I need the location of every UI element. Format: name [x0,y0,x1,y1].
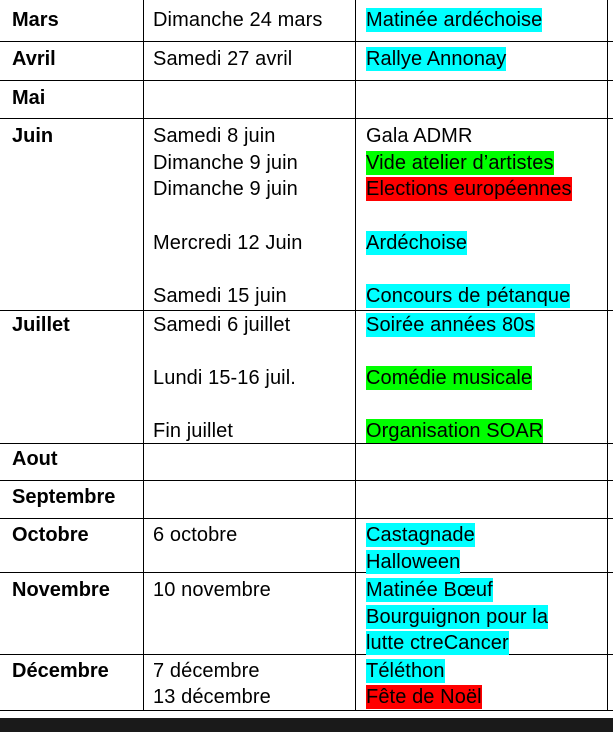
month-label: Décembre [12,660,109,682]
row-divider [0,443,613,444]
row-divider [0,80,613,81]
event-date: 10 novembre [153,579,271,601]
column-divider [143,0,144,711]
column-divider [355,0,356,711]
event-name: Comédie musicale [366,367,533,389]
event-date: 6 octobre [153,524,238,546]
event-date: Fin juillet [153,420,234,442]
month-label: Septembre [12,486,116,508]
event-name: Bourguignon pour la [366,606,549,628]
row-divider [0,518,613,519]
event-name: Matinée ardéchoise [366,9,543,31]
month-label: Avril [12,48,56,70]
row-divider [0,118,613,119]
month-label: Juillet [12,314,70,336]
event-name: Fête de Noël [366,686,482,708]
event-date: Samedi 6 juillet [153,314,291,336]
event-date: Samedi 15 juin [153,285,287,307]
event-date: Dimanche 24 mars [153,9,323,31]
event-name: Rallye Annonay [366,48,507,70]
event-name: Concours de pétanque [366,285,571,307]
month-label: Octobre [12,524,89,546]
row-divider [0,654,613,655]
table-bottom-border [0,710,613,711]
event-name: Téléthon [366,660,445,682]
row-divider [0,310,613,311]
table-right-border [607,0,608,711]
event-name: Ardéchoise [366,232,468,254]
row-divider [0,572,613,573]
event-name: Castagnade [366,524,475,546]
event-date: 13 décembre [153,686,271,708]
month-label: Novembre [12,579,110,601]
event-date: Mercredi 12 Juin [153,232,303,254]
event-date: Lundi 15-16 juil. [153,367,296,389]
event-date: Samedi 27 avril [153,48,293,70]
event-name: lutte ctreCancer [366,632,509,654]
event-name: Matinée Bœuf [366,579,493,601]
event-date: 7 décembre [153,660,260,682]
event-date: Dimanche 9 juin [153,152,298,174]
month-label: Aout [12,448,58,470]
month-label: Juin [12,125,54,147]
row-divider [0,480,613,481]
row-divider [0,41,613,42]
page-bottom-bar [0,718,613,732]
event-name: Soirée années 80s [366,314,535,336]
event-date: Dimanche 9 juin [153,178,298,200]
event-name: Vide atelier d’artistes [366,152,554,174]
month-label: Mars [12,9,59,31]
event-name: Gala ADMR [366,125,473,147]
event-date: Samedi 8 juin [153,125,276,147]
event-name: Elections européennes [366,178,572,200]
event-name: Organisation SOAR [366,420,544,442]
month-label: Mai [12,87,46,109]
event-name: Halloween [366,551,461,573]
